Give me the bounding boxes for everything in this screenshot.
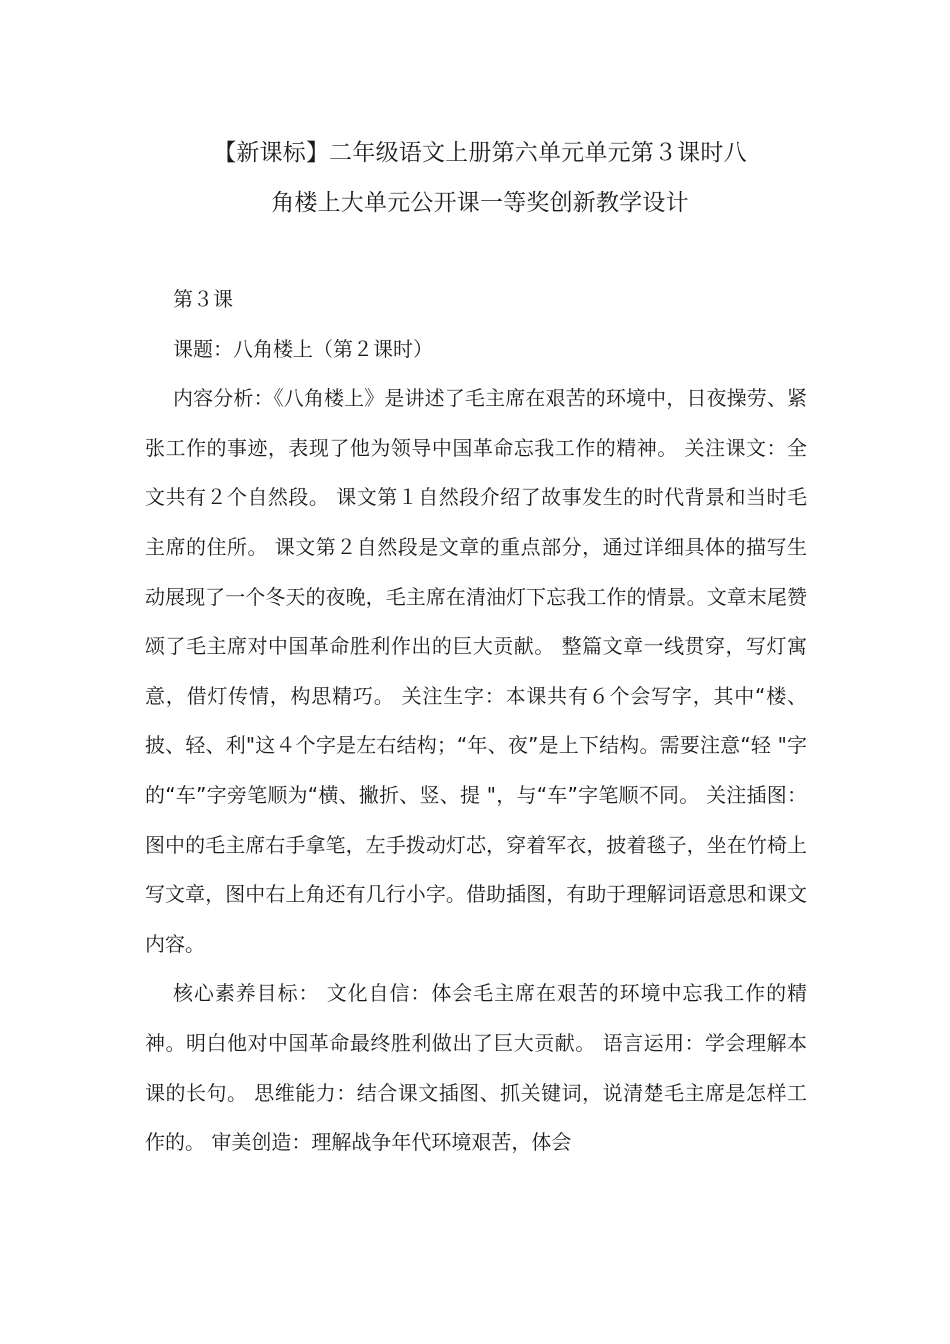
content-analysis-paragraph: 内容分析：《八角楼上》是讲述了毛主席在艰苦的环境中，日夜操劳、紧张工作的事迹，表现了他为领导中国革命忘我工作的精神。 关注课文：全文共有２个自然段。 课文第１自然段介绍了故事发生的时代背景和当时毛主席的住所。 课文第２自然段是文章的重点部分，通过详细具体的描写生动展现了一个冬天的夜晚，毛主席在清油灯下忘我工作的情景。文章末尾赞颂了毛主席对中国革命胜利作出的巨大贡献。 整篇文章一线贯穿，写灯寓意，借灯传情，构思精巧。 关注生字：本课共有６个会写字，其中“楼、披、轻、利"这４个字是左右结构；“年、夜”是上下结构。需要注意“轻 "字的“车”字旁笔顺为“横、撇折、竖、提 "，与“车”字笔顺不同。 关注插图：图中的毛主席右手拿笔，左手拨动灯芯，穿着军衣，披着毯子，坐在竹椅上写文章，图中右上角还有几行小字。借助插图，有助于理解词语意思和课文内容。 xyxy=(145,386,807,956)
document-title xyxy=(150,128,810,228)
document-body xyxy=(145,275,807,1168)
lesson-topic: 课题：八角楼上（第２课时） xyxy=(173,336,433,361)
lesson-number: 第３课 xyxy=(173,287,233,311)
core-literacy-goals-paragraph: 核心素养目标： 文化自信：体会毛主席在艰苦的环境中忘我工作的精神。明白他对中国革命最终胜利做出了巨大贡献。 语言运用：学会理解本课的长句。 思维能力：结合课文插图、抓关键词，说清楚毛主席是怎样工作的。 审美创造：理解战争年代环境艰苦，体会 xyxy=(145,981,807,1155)
title-line-2: 角楼上大单元公开课一等奖创新教学设计 xyxy=(271,190,689,216)
title-line-1: 【新课标】二年级语文上册第六单元单元第３课时八 xyxy=(213,140,747,166)
